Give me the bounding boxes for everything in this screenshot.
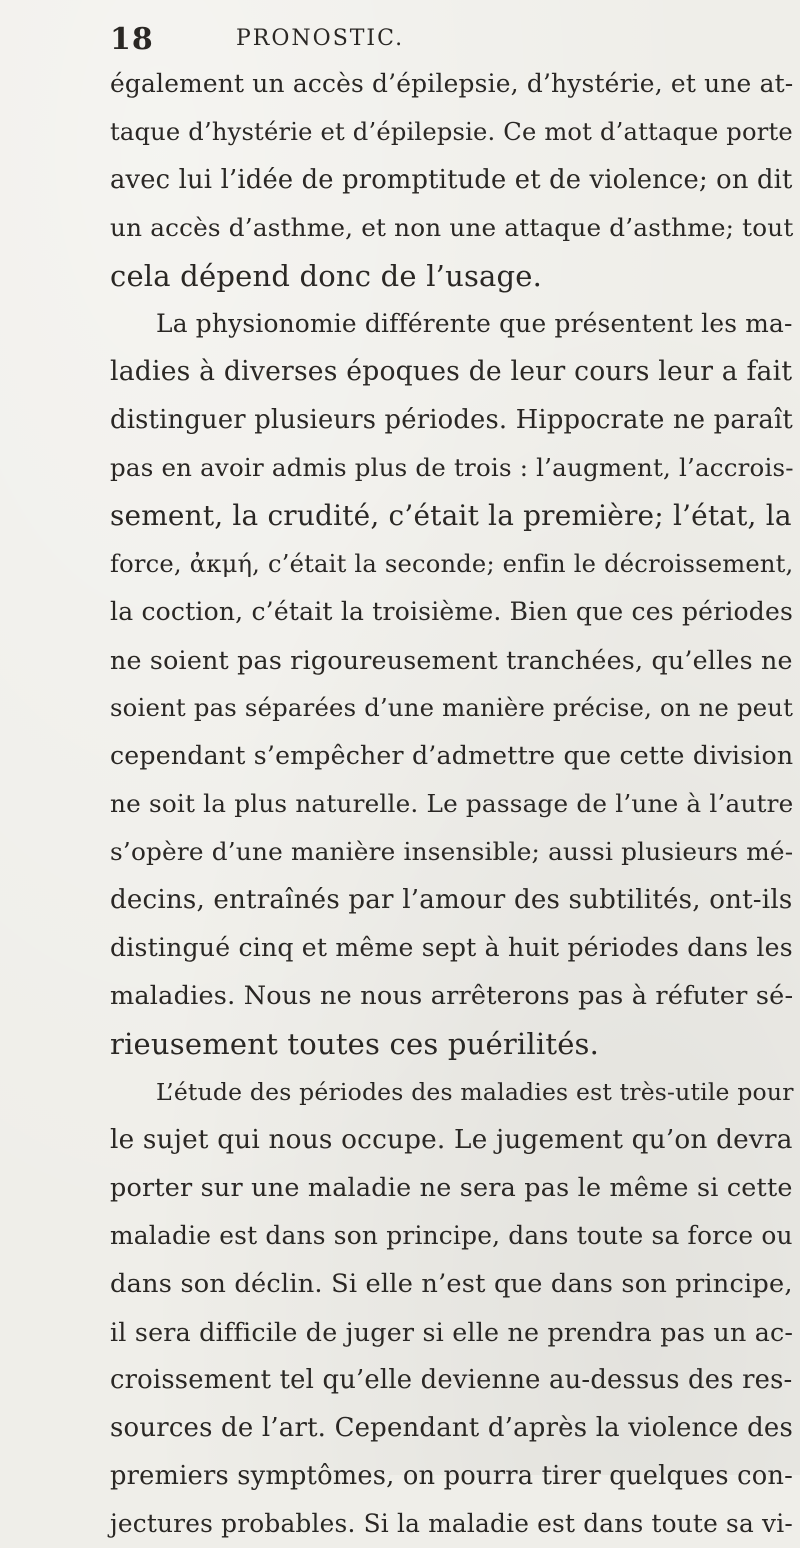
text-line: force, ἀκμή, c’était la seconde; enfin le décroissement, [110, 550, 794, 578]
text-line: dans son déclin. Si elle n’est que dans son principe, [110, 1269, 793, 1299]
text-line: il sera difficile de juger si elle ne prendra pas un ac- [110, 1317, 794, 1347]
text-line: maladie est dans son principe, dans toute sa force ou [110, 1221, 793, 1250]
text-line: porter sur une maladie ne sera pas le même si cette [110, 1173, 793, 1203]
text-line: sement, la crudité, c’était la première; l’état, la [110, 499, 792, 532]
paragraph-start-line: La physionomie différente que présentent les ma- [156, 309, 793, 338]
running-head: PRONOSTIC. [236, 26, 405, 51]
text-line: maladies. Nous ne nous arrêterons pas à réfuter sé- [110, 981, 794, 1011]
text-line: également un accès d’épilepsie, d’hystérie, et une at- [110, 69, 794, 98]
text-line: distingué cinq et même sept à huit périodes dans les [110, 933, 793, 962]
text-line: jectures probables. Si la maladie est dans toute sa vi- [110, 1509, 793, 1538]
text-line: avec lui l’idée de promptitude et de violence; on dit [110, 165, 793, 195]
text-line: rieusement toutes ces puérilités. [110, 1027, 600, 1061]
text-line: cependant s’empêcher d’admettre que cette division [110, 741, 794, 770]
text-line: pas en avoir admis plus de trois : l’augment, l’accrois- [110, 453, 794, 482]
body-text [110, 60, 800, 1548]
text-line: decins, entraînés par l’amour des subtilités, ont-ils [110, 885, 793, 915]
text-line: un accès d’asthme, et non une attaque d’asthme; tout [110, 213, 794, 242]
page-number: 18 [110, 22, 154, 57]
text-line: ne soient pas rigoureusement tranchées, qu’elles ne [110, 645, 793, 675]
text-line: la coction, c’était la troisième. Bien que ces périodes [110, 597, 794, 626]
text-line: distinguer plusieurs périodes. Hippocrate ne paraît [110, 405, 793, 435]
text-line: cela dépend donc de l’usage. [110, 259, 543, 293]
text-line: le sujet qui nous occupe. Le jugement qu’on devra [110, 1125, 793, 1155]
text-line: ne soit la plus naturelle. Le passage de l’une à l’autre [110, 789, 794, 818]
paragraph-start-line: L’étude des périodes des maladies est très-utile pour [156, 1078, 794, 1106]
text-line: soient pas séparées d’une manière précise, on ne peut [110, 693, 794, 722]
text-line: s’opère d’une manière insensible; aussi plusieurs mé- [110, 837, 794, 866]
text-line: taque d’hystérie et d’épilepsie. Ce mot d’attaque porte [110, 118, 793, 146]
text-line: premiers symptômes, on pourra tirer quelques con- [110, 1461, 794, 1491]
text-line: croissement tel qu’elle devienne au-dessus des res- [110, 1365, 793, 1395]
text-line: ladies à diverses époques de leur cours leur a fait [110, 356, 793, 387]
text-line: sources de l’art. Cependant d’après la violence des [110, 1413, 793, 1443]
page-header [110, 22, 710, 62]
